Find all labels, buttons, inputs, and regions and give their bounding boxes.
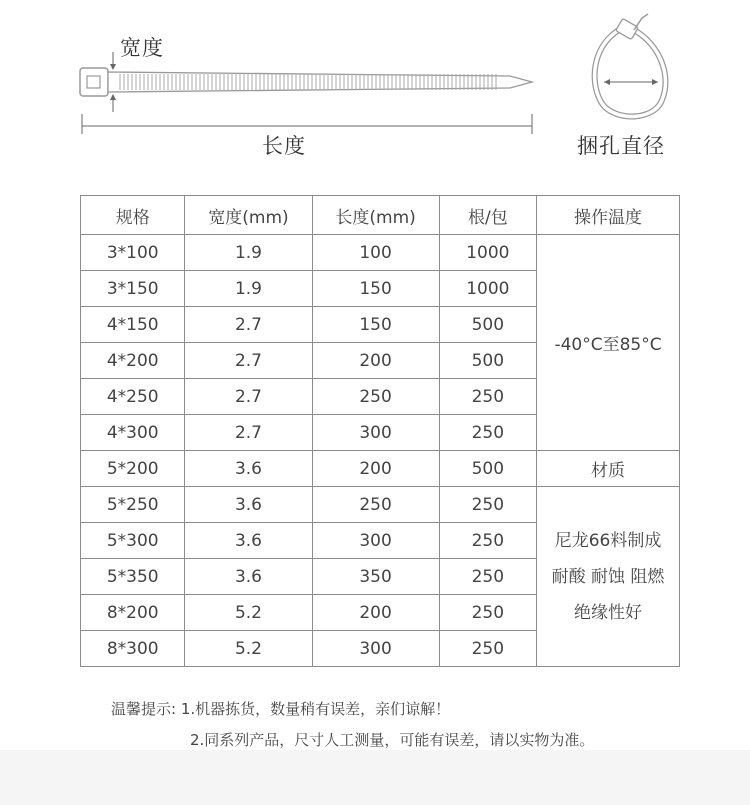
cell-qty: 500 — [439, 343, 536, 379]
cell-width: 3.6 — [185, 523, 312, 559]
cell-length: 300 — [312, 523, 439, 559]
cell-length: 200 — [312, 595, 439, 631]
cell-width: 5.2 — [185, 595, 312, 631]
cell-length: 350 — [312, 559, 439, 595]
cell-width: 1.9 — [185, 235, 312, 271]
material-line: 耐酸 耐蚀 阻燃 — [551, 566, 665, 587]
cell-qty: 1000 — [439, 271, 536, 307]
cell-qty: 250 — [439, 559, 536, 595]
bundle-diameter-label: 捆孔直径 — [577, 134, 665, 158]
cell-length: 200 — [312, 343, 439, 379]
material-cell — [537, 487, 680, 667]
cell-qty: 250 — [439, 595, 536, 631]
length-label: 长度 — [262, 134, 306, 158]
cell-qty: 250 — [439, 631, 536, 667]
cell-spec: 4*200 — [81, 343, 185, 379]
cell-length: 250 — [312, 379, 439, 415]
cell-qty: 250 — [439, 379, 536, 415]
cell-qty: 1000 — [439, 235, 536, 271]
cell-length: 300 — [312, 631, 439, 667]
width-label: 宽度 — [120, 36, 164, 60]
header-width: 宽度(mm) — [185, 196, 312, 235]
cell-qty: 500 — [439, 307, 536, 343]
cell-width: 3.6 — [185, 487, 312, 523]
bottom-band — [0, 750, 750, 805]
bundle-loop-diagram — [582, 10, 692, 125]
cell-width: 2.7 — [185, 379, 312, 415]
tip-line-2: 2.同系列产品，尺寸人工测量，可能有误差，请以实物为准。 — [190, 731, 595, 749]
material-line: 尼龙66料制成 — [554, 530, 662, 551]
cell-spec: 5*350 — [81, 559, 185, 595]
spec-table — [80, 195, 680, 667]
cell-length: 200 — [312, 451, 439, 487]
tip-line-1: 温馨提示: 1.机器拣货，数量稍有误差，亲们谅解！ — [111, 700, 451, 718]
cell-spec: 5*250 — [81, 487, 185, 523]
cell-qty: 250 — [439, 523, 536, 559]
cell-width: 3.6 — [185, 559, 312, 595]
cell-qty: 250 — [439, 415, 536, 451]
cell-spec: 4*250 — [81, 379, 185, 415]
cable-tie-diagram — [70, 50, 550, 150]
cell-spec: 3*150 — [81, 271, 185, 307]
cell-width: 2.7 — [185, 307, 312, 343]
temperature-cell: -40°C至85°C — [537, 235, 680, 451]
cell-qty: 250 — [439, 487, 536, 523]
cell-length: 150 — [312, 307, 439, 343]
cell-spec: 5*300 — [81, 523, 185, 559]
header-spec: 规格 — [81, 196, 185, 235]
table-row — [81, 487, 680, 523]
cell-width: 5.2 — [185, 631, 312, 667]
cell-spec: 8*200 — [81, 595, 185, 631]
cell-length: 150 — [312, 271, 439, 307]
cell-spec: 8*300 — [81, 631, 185, 667]
cell-width: 1.9 — [185, 271, 312, 307]
header-temp: 操作温度 — [537, 196, 680, 235]
cell-spec: 4*300 — [81, 415, 185, 451]
material-line: 绝缘性好 — [574, 602, 643, 623]
cell-length: 100 — [312, 235, 439, 271]
cell-width: 2.7 — [185, 343, 312, 379]
header-length: 长度(mm) — [312, 196, 439, 235]
cell-width: 3.6 — [185, 451, 312, 487]
table-header-row — [81, 196, 680, 235]
cell-spec: 3*100 — [81, 235, 185, 271]
cell-qty: 500 — [439, 451, 536, 487]
table-row — [81, 451, 680, 487]
table-row — [81, 235, 680, 271]
material-header-cell: 材质 — [537, 451, 680, 487]
cell-width: 2.7 — [185, 415, 312, 451]
cell-spec: 5*200 — [81, 451, 185, 487]
cell-spec: 4*150 — [81, 307, 185, 343]
header-qty: 根/包 — [439, 196, 536, 235]
cell-length: 250 — [312, 487, 439, 523]
cell-length: 300 — [312, 415, 439, 451]
